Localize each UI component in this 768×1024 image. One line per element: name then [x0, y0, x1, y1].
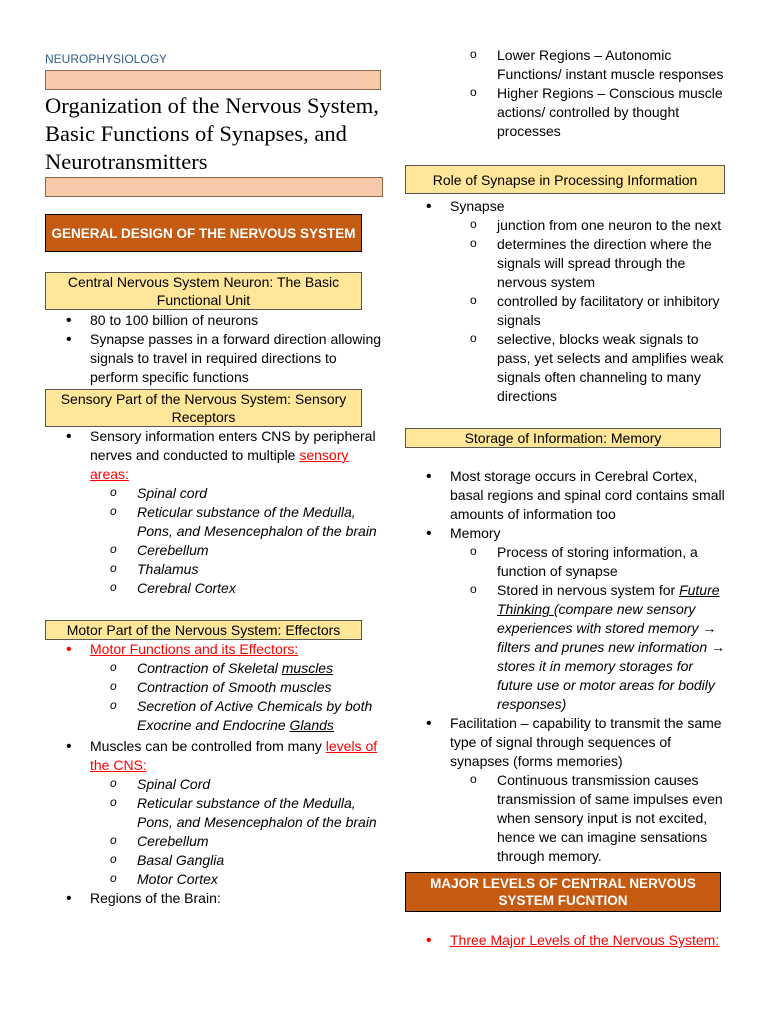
document-title: Organization of the Nervous System, Basic Functions of Synapses, and Neurotransmitters — [45, 93, 379, 174]
list-item: o Higher Regions – Conscious muscle actions/ controlled by thought processes — [405, 84, 725, 141]
list-item: o Process of storing information, a function of synapse — [405, 543, 725, 581]
major-levels-header: MAJOR LEVELS OF CENTRAL NERVOUS SYSTEM FUCNTION — [405, 872, 721, 912]
three-levels-link: Three Major Levels of the Nervous System: — [450, 932, 720, 948]
list-item: • Synapse — [405, 197, 725, 216]
list-item: o Lower Regions – Autonomic Functions/ instant muscle responses — [405, 46, 725, 84]
text: Secretion of Active Chemicals by both Exocrine and Endocrine — [137, 698, 373, 733]
text: Stored in nervous system for — [497, 582, 676, 598]
list-item: • Regions of the Brain: — [45, 889, 385, 908]
motor-list — [45, 640, 385, 908]
list-item: • Memory — [405, 524, 725, 543]
synapse-header: Role of Synapse in Processing Information — [405, 165, 725, 194]
sensory-areas-link: sensory areas: — [90, 447, 349, 482]
sensory-list — [45, 427, 385, 598]
memory-header: Storage of Information: Memory — [405, 428, 721, 448]
motor-header: Motor Part of the Nervous System: Effectors — [45, 620, 362, 640]
regions-list — [405, 46, 725, 141]
subject-label: NEUROPHYSIOLOGY — [45, 52, 168, 66]
list-item: • Synapse passes in a forward direction allowing signals to travel in required directions to perform specific functions — [45, 330, 385, 387]
general-design-header: GENERAL DESIGN OF THE NERVOUS SYSTEM — [45, 214, 362, 252]
text: Glands — [289, 717, 334, 733]
future-thinking-term: Future Thinking — [497, 582, 720, 617]
text: Contraction of Skeletal — [137, 660, 282, 676]
list-item: o junction from one neuron to the next — [405, 216, 725, 235]
list-item — [405, 581, 725, 714]
list-item: o Motor Cortex — [45, 870, 385, 889]
synapse-list — [405, 197, 725, 406]
memory-list — [405, 467, 725, 866]
list-item: o Spinal cord — [45, 484, 385, 503]
list-item: • Facilitation – capability to transmit the same type of signal through sequences of synapses (forms memories) — [405, 714, 725, 771]
list-item: o Continuous transmission causes transmission of same impulses even when sensory input is not excited, hence we can imagine sensations through memory. — [405, 771, 725, 866]
cns-levels-link: levels of the CNS: — [90, 738, 378, 773]
text: muscles — [281, 660, 334, 676]
title-bar-bottom — [45, 177, 383, 197]
list-item: o Reticular substance of the Medulla, Pons, and Mesencephalon of the brain — [45, 794, 385, 832]
list-item: o Cerebellum — [45, 832, 385, 851]
motor-functions-link: Motor Functions and its Effectors: — [90, 641, 299, 657]
list-item — [45, 640, 385, 659]
list-item: • Most storage occurs in Cerebral Cortex, basal regions and spinal cord contains small amounts of information too — [405, 467, 725, 524]
major-levels-list — [405, 931, 725, 950]
list-item: o Cerebellum — [45, 541, 385, 560]
sensory-header: Sensory Part of the Nervous System: Sensory Receptors — [45, 389, 362, 427]
list-item: • 80 to 100 billion of neurons — [45, 311, 385, 330]
list-item — [45, 737, 385, 775]
text: (compare new sensory experiences with stored memory → filters and prunes new information → stores it in memory storages for future use or motor areas for bodily responses) — [497, 601, 725, 712]
list-item: o selective, blocks weak signals to pass, yet selects and amplifies weak signals often channeling to many directions — [405, 330, 725, 406]
list-item: o Contraction of Smooth muscles — [45, 678, 385, 697]
list-item: o Thalamus — [45, 560, 385, 579]
list-item: o Cerebral Cortex — [45, 579, 385, 598]
list-item: o determines the direction where the signals will spread through the nervous system — [405, 235, 725, 292]
list-item — [405, 931, 725, 950]
cns-list — [45, 311, 385, 387]
cns-neuron-header: Central Nervous System Neuron: The Basic Functional Unit — [45, 272, 362, 310]
list-item — [45, 659, 385, 678]
list-item: o controlled by facilitatory or inhibitory signals — [405, 292, 725, 330]
list-item: o Spinal Cord — [45, 775, 385, 794]
title-bar-top — [45, 70, 381, 90]
list-item: o Basal Ganglia — [45, 851, 385, 870]
sensory-intro: Sensory information enters CNS by peripheral nerves and conducted to multiple — [90, 428, 376, 463]
list-item — [45, 697, 385, 735]
list-item: o Reticular substance of the Medulla, Pons, and Mesencephalon of the brain — [45, 503, 385, 541]
list-item — [45, 427, 385, 484]
muscles-intro: Muscles can be controlled from many — [90, 738, 322, 754]
